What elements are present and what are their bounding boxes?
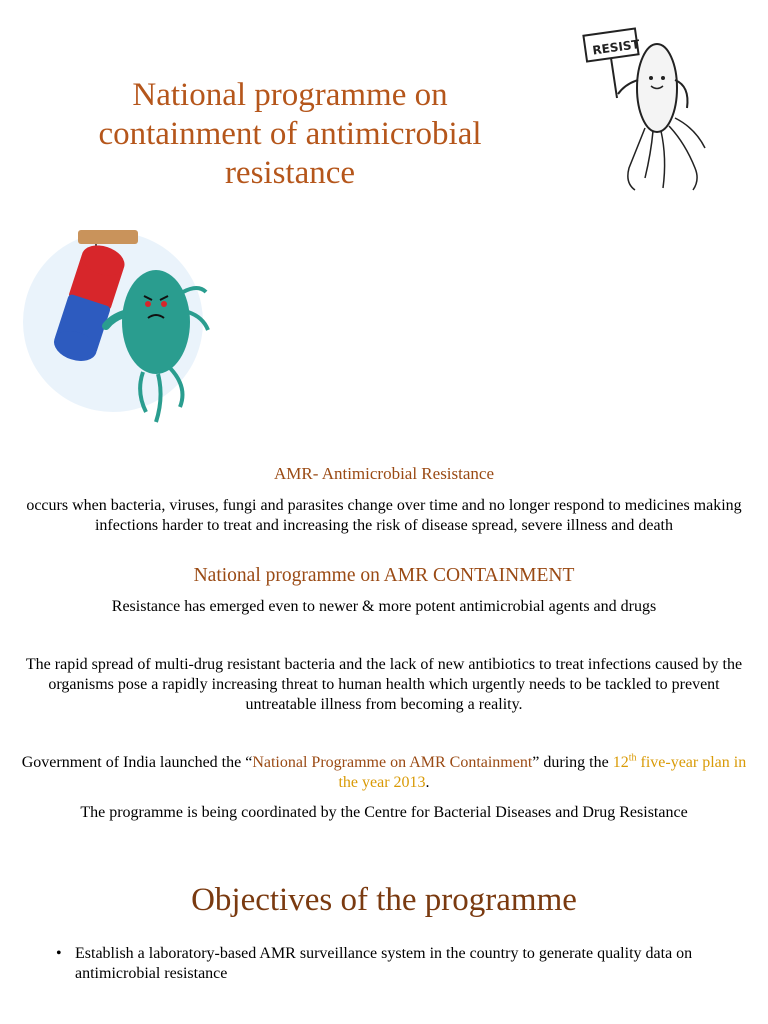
resist-illustration (545, 18, 750, 203)
objective-text: Establish a laboratory-based AMR surveillance system in the country to generate quality data on antimicrobial resistance (75, 945, 693, 982)
launch-mid: ” during the (532, 754, 613, 771)
launch-paragraph (20, 753, 748, 793)
list-item (56, 944, 736, 984)
spread-paragraph: The rapid spread of multi-drug resistant bacteria and the lack of new antibiotics to treat infections caused by the organisms pose a rapidly increasing threat to human health which urgently needs to be tackled to prevent untreatable illness from becoming a reality. (25, 656, 743, 713)
bacterium-punching-capsule-icon (23, 230, 208, 422)
plan-rest: five-year plan in the year 2013 (338, 754, 747, 791)
resistance-paragraph: Resistance has emerged even to newer & more potent antimicrobial agents and drugs (111, 598, 657, 615)
capsule-bacterium-illustration (18, 222, 218, 434)
objectives-heading: Objectives of the programme (191, 882, 577, 918)
national-programme-heading: National programme on AMR CONTAINMENT (193, 565, 575, 586)
bullet-icon: • (56, 945, 62, 962)
page-title: National programme on containment of antimicrobial resistance (98, 77, 482, 191)
bacterium-holding-sign-icon (583, 29, 705, 190)
launch-end: . (425, 774, 430, 791)
plan-number: 12 (612, 754, 629, 771)
launch-pre: Government of India launched the “ (21, 754, 253, 771)
amr-definition: occurs when bacteria, viruses, fungi and parasites change over time and no longer respond to medicines making infections harder to treat and increasing the risk of disease spread, severe illness and death (26, 497, 742, 534)
amr-heading: AMR- Antimicrobial Resistance (273, 464, 495, 483)
resist-sign-text: RESIST (591, 37, 641, 58)
plan-ordinal: th (628, 752, 637, 764)
launch-programme-name: National Programme on AMR Containment (252, 754, 533, 771)
coordinated-paragraph: The programme is being coordinated by the Centre for Bacterial Diseases and Drug Resistance (80, 804, 688, 821)
objectives-list (56, 944, 736, 984)
